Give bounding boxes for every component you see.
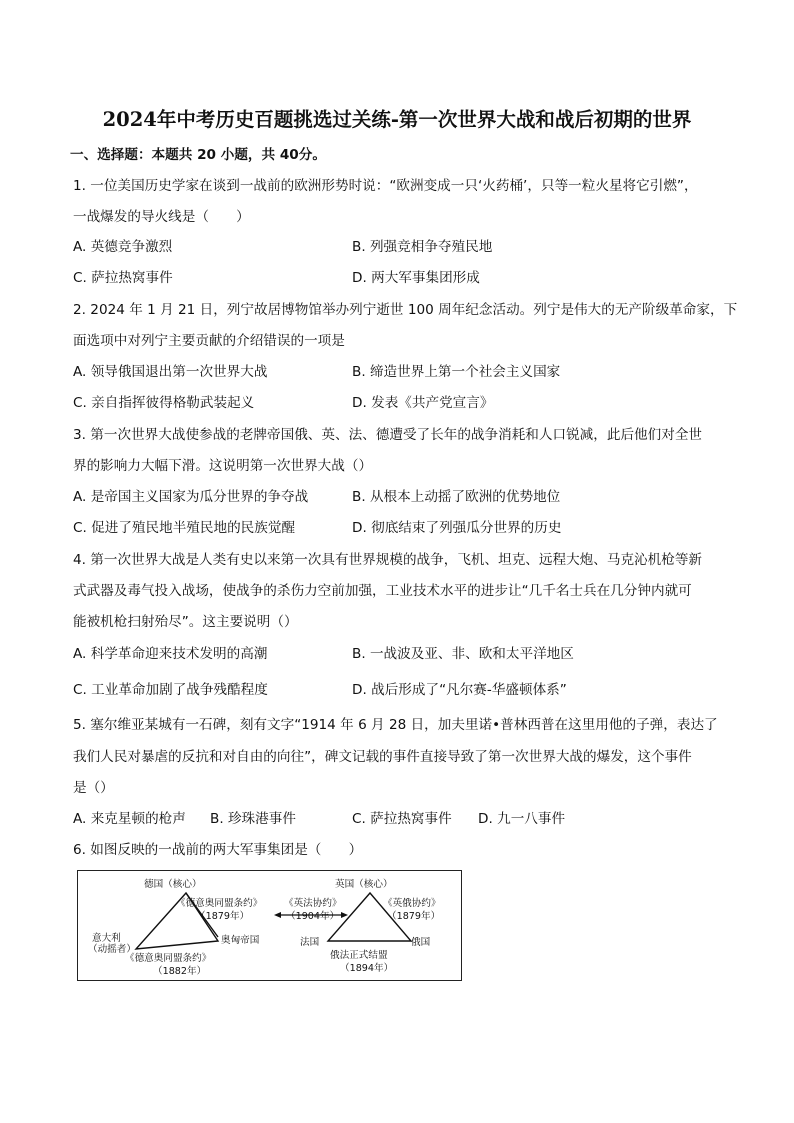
question-2-option-a[interactable]: A. 领导俄国退出第一次世界大战 bbox=[73, 364, 268, 380]
question-3-line-2: 界的影响力大幅下滑。这说明第一次世界大战（） bbox=[73, 458, 373, 474]
question-6-line-1: 6. 如图反映的一战前的两大军事集团是（ ） bbox=[73, 842, 363, 858]
label-italy: 意大利 bbox=[92, 933, 121, 944]
question-1-line-1: 1. 一位美国历史学家在谈到一战前的欧洲形势时说：“欧洲变成一只‘火药桶’，只等一粒火星将它引燃”， bbox=[73, 178, 698, 194]
question-3-option-d[interactable]: D. 彻底结束了列强瓜分世界的历史 bbox=[352, 520, 562, 536]
label-wavering: （动摇者） bbox=[88, 944, 136, 955]
question-3-line-1: 3. 第一次世界大战使参战的老牌帝国俄、英、法、德遭受了长年的战争消耗和人口锐减，此后他们对全世 bbox=[73, 427, 703, 443]
label-year-1894: （1894年） bbox=[340, 963, 394, 974]
label-entente-cordiale: 《英法协约》 bbox=[284, 898, 342, 909]
label-year-1879a: （1879年） bbox=[196, 911, 250, 922]
question-5-line-3: 是（） bbox=[73, 780, 114, 796]
label-treaty-triple-bottom: 《德意奥同盟条约》 bbox=[125, 953, 212, 964]
question-2-option-b[interactable]: B. 缔造世界上第一个社会主义国家 bbox=[352, 364, 561, 380]
question-2-option-d[interactable]: D. 发表《共产党宣言》 bbox=[352, 395, 494, 411]
label-anglo-russian: 《英俄协约》 bbox=[383, 898, 441, 909]
question-3-option-b[interactable]: B. 从根本上动摇了欧洲的优势地位 bbox=[352, 489, 561, 505]
question-4-option-a[interactable]: A. 科学革命迎来技术发明的高潮 bbox=[73, 646, 268, 662]
question-3-option-a[interactable]: A. 是帝国主义国家为瓜分世界的争夺战 bbox=[73, 489, 309, 505]
question-4-line-3: 能被机枪扫射殆尽”。这主要说明（） bbox=[73, 614, 298, 630]
question-2-option-c[interactable]: C. 亲自指挥彼得格勒武装起义 bbox=[73, 395, 255, 411]
label-france: 法国 bbox=[300, 937, 320, 948]
question-4-option-b[interactable]: B. 一战波及亚、非、欧和太平洋地区 bbox=[352, 646, 574, 662]
question-5-option-c[interactable]: C. 萨拉热窝事件 bbox=[352, 811, 452, 827]
label-austria: 奥匈帝国 bbox=[221, 935, 260, 946]
page-title: 2024年中考历史百题挑选过关练-第一次世界大战和战后初期的世界 bbox=[102, 108, 692, 131]
label-year-1882: （1882年） bbox=[153, 966, 207, 977]
label-britain: 英国（核心） bbox=[335, 879, 393, 890]
question-5-line-1: 5. 塞尔维亚某城有一石碑，刻有文字“1914 年 6 月 28 日，加夫里诺•普林西普在这里用他的子弹，表达了 bbox=[73, 717, 718, 733]
question-1-option-d[interactable]: D. 两大军事集团形成 bbox=[352, 270, 480, 286]
question-5-line-2: 我们人民对暴虐的反抗和对自由的向往”，碑文记载的事件直接导致了第一次世界大战的爆发，这个事件 bbox=[73, 749, 692, 765]
question-4-line-1: 4. 第一次世界大战是人类有史以来第一次具有世界规模的战争，飞机、坦克、远程大炮、马克沁机枪等新 bbox=[73, 552, 703, 568]
question-1-option-a[interactable]: A. 英德竞争激烈 bbox=[73, 239, 173, 255]
question-1-option-b[interactable]: B. 列强竞相争夺殖民地 bbox=[352, 239, 493, 255]
question-1-option-c[interactable]: C. 萨拉热窝事件 bbox=[73, 270, 173, 286]
question-3-option-c[interactable]: C. 促进了殖民地半殖民地的民族觉醒 bbox=[73, 520, 296, 536]
label-year-1879b: （1879年） bbox=[387, 911, 441, 922]
question-4-option-d[interactable]: D. 战后形成了“凡尔赛-华盛顿体系” bbox=[352, 682, 567, 698]
label-treaty-triple: 《德意奥同盟条约》 bbox=[176, 898, 263, 909]
label-year-1904: （1904年） bbox=[286, 911, 340, 922]
section-heading: 一、选择题：本题共 20 小题，共 40分。 bbox=[70, 147, 326, 163]
question-1-line-2: 一战爆发的导火线是（ ） bbox=[73, 209, 250, 225]
question-4-option-c[interactable]: C. 工业革命加剧了战争残酷程度 bbox=[73, 682, 268, 698]
question-5-option-d[interactable]: D. 九一八事件 bbox=[478, 811, 566, 827]
question-4-line-2: 式武器及毒气投入战场，使战争的杀伤力空前加强，工业技术水平的进步让“几千名士兵在几分钟内就可 bbox=[73, 583, 692, 599]
label-germany: 德国（核心） bbox=[144, 879, 202, 890]
question-5-option-b[interactable]: B. 珍珠港事件 bbox=[210, 811, 296, 827]
label-russia: 俄国 bbox=[411, 937, 431, 948]
label-franco-russian: 俄法正式结盟 bbox=[330, 950, 388, 961]
military-blocs-figure bbox=[77, 870, 462, 981]
question-2-line-2: 面选项中对列宁主要贡献的介绍错误的一项是 bbox=[73, 333, 345, 349]
question-2-line-1: 2. 2024 年 1 月 21 日，列宁故居博物馆举办列宁逝世 100 周年纪念活动。列宁是伟大的无产阶级革命家，下 bbox=[73, 302, 738, 318]
question-5-option-a[interactable]: A. 来克星顿的枪声 bbox=[73, 811, 186, 827]
